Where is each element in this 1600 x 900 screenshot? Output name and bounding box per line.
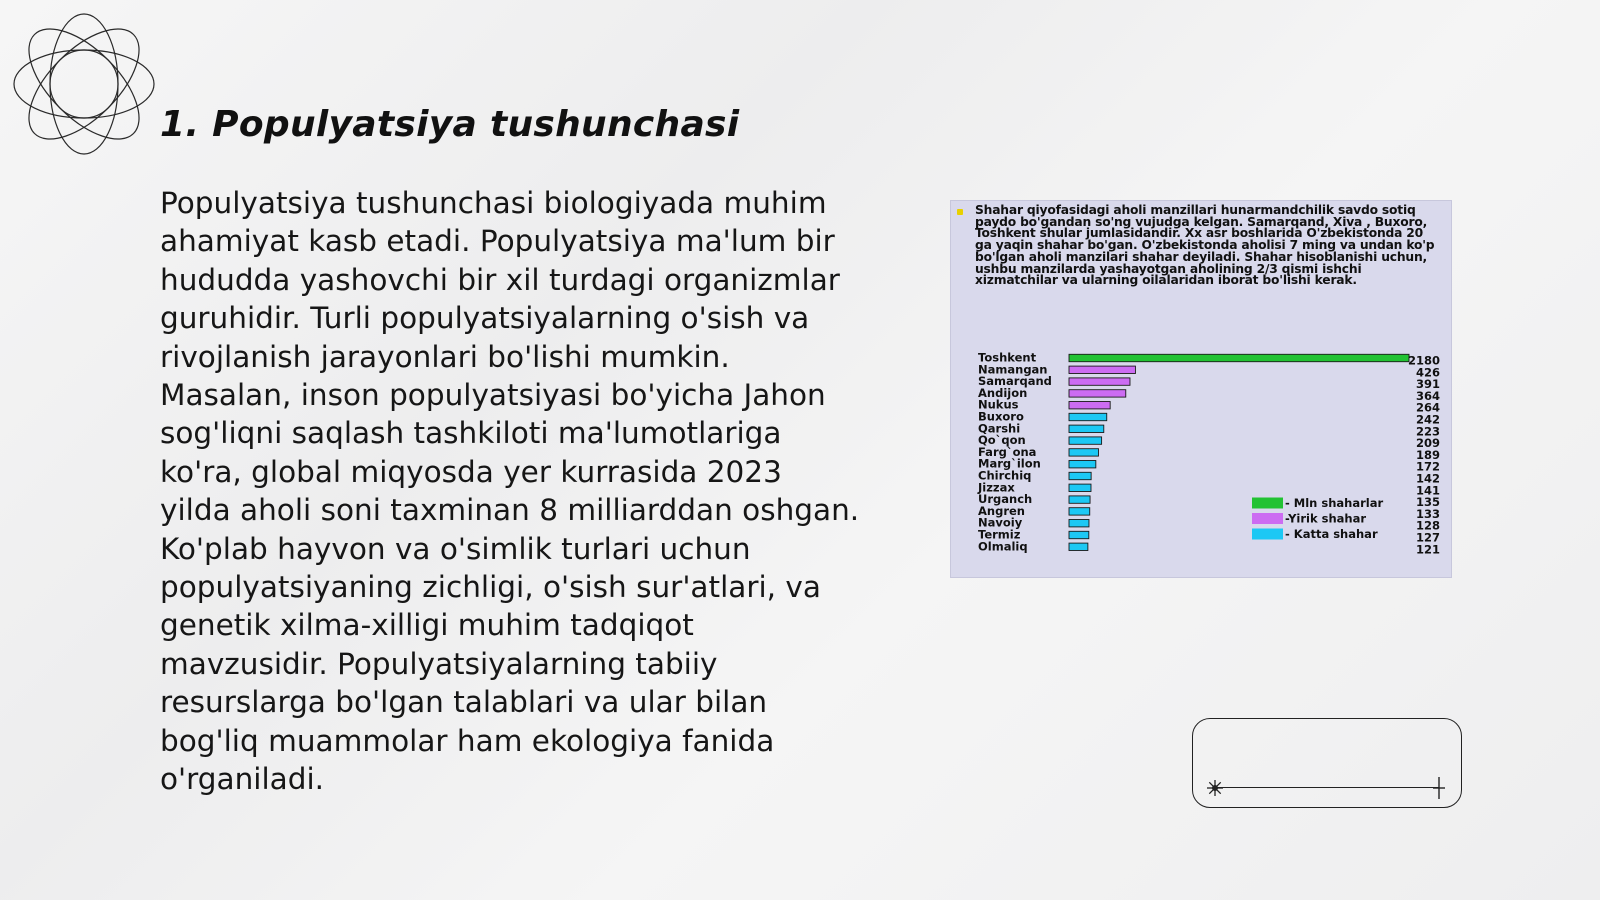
- value-label: 209: [1415, 436, 1440, 451]
- value-label: 364: [1415, 388, 1440, 403]
- category-label: Qarshi: [978, 421, 1021, 436]
- bar: [1069, 425, 1104, 432]
- category-label: Namangan: [978, 362, 1048, 377]
- value-label: 223: [1415, 424, 1440, 439]
- category-label: Urganch: [978, 492, 1033, 507]
- value-label: 121: [1415, 542, 1440, 557]
- bar-chart: [951, 201, 1451, 577]
- value-label: 391: [1415, 377, 1440, 392]
- value-label: 133: [1415, 506, 1440, 521]
- category-label: Termiz: [978, 527, 1021, 542]
- sparkle-cross-icon: [1429, 777, 1449, 799]
- bar: [1069, 520, 1089, 527]
- bar: [1069, 484, 1091, 491]
- bar: [1069, 531, 1089, 538]
- category-label: Nukus: [978, 397, 1019, 412]
- legend-swatch: [1252, 498, 1283, 509]
- value-label: 426: [1415, 365, 1440, 380]
- legend-swatch: [1252, 513, 1283, 524]
- value-label: 141: [1415, 483, 1440, 498]
- bar: [1069, 508, 1090, 515]
- slide-title: 1. Populyatsiya tushunchasi: [160, 104, 740, 145]
- legend-swatch: [1252, 529, 1283, 540]
- body-paragraph: Populyatsiya tushunchasi biologiyada muhim ahamiyat kasb etadi. Populyatsiya ma'lum bir hududda yashovchi bir xil turdagi organizmlar guruhidir. Turli populyatsiyalarning o'sish va rivojlanish jarayonlari bo'lishi mumkin. Masalan, inson populyatsiyasi bo'yicha Jahon sog'liqni saqlash tashkiloti ma'lumotlariga ko'ra, global miqyosda yer kurrasida 2023 yilda aholi soni taxminan 8 milliarddan oshgan. Ko'plab hayvon va o'simlik turlari uchun populyatsiyaning zichligi, o'sish sur'atlari, va genetik xilma-xilligi muhim tadqiqot mavzusidir. Populyatsiyalarning tabiiy resurslarga bo'lgan talablari va ular bilan bog'liq muammolar ham ekologiya fanida o'rganiladi.: [160, 186, 860, 797]
- category-label: Buxoro: [978, 409, 1024, 424]
- starburst-icon: [1205, 778, 1225, 798]
- bar: [1069, 366, 1135, 373]
- decorative-frame: [1192, 718, 1462, 808]
- bar: [1069, 472, 1091, 479]
- value-label: 127: [1415, 530, 1440, 545]
- bar: [1069, 543, 1088, 550]
- bar: [1069, 402, 1110, 409]
- chart-description: Shahar qiyofasidagi aholi manzillari hunarmandchilik savdo sotiq paydo bo'gandan so'ng vujudga kelgan. Samarqand, Xiva , Buxoro, Toshkent shular jumlasidandir. Xx asr boshlarida O'zbekistonda 20 ga yaqin shahar bo'gan. O'zbekistonda aholisi 7 ming va undan ko'p bo'lgan aholi manzilari shahar deyiladi. Shahar hisoblanishi uchun, ushbu manzilarda yashayotgan aholining 2/3 qismi ishchi xizmatchilar va ularning oilalaridan iborat bo'lishi kerak.: [975, 203, 1435, 288]
- legend-label: - Mln shaharlar: [1285, 496, 1384, 510]
- bar: [1069, 354, 1409, 361]
- legend-label: -Yirik shahar: [1285, 511, 1367, 526]
- bar: [1069, 437, 1102, 444]
- category-label: Jizzax: [978, 480, 1015, 495]
- value-label: 264: [1415, 400, 1440, 415]
- category-label: Farg`ona: [978, 444, 1037, 459]
- value-label: 189: [1415, 447, 1440, 462]
- bar: [1069, 449, 1098, 456]
- category-label: Toshkent: [978, 350, 1037, 365]
- value-label: 142: [1415, 471, 1440, 486]
- category-label: Qo`qon: [978, 433, 1026, 448]
- value-label: 135: [1415, 495, 1440, 510]
- city-population-chart-image: [950, 200, 1452, 578]
- value-label: 172: [1415, 459, 1440, 474]
- category-label: Olmaliq: [978, 539, 1028, 554]
- category-label: Andijon: [978, 385, 1028, 400]
- value-label: 128: [1415, 518, 1440, 533]
- bar: [1069, 378, 1130, 385]
- value-label: 2180: [1407, 353, 1440, 368]
- frame-divider-line: [1213, 787, 1439, 788]
- category-label: Navoiy: [978, 515, 1023, 530]
- bar: [1069, 496, 1090, 503]
- decorative-rings-icon: [10, 10, 158, 158]
- category-label: Chirchiq: [978, 468, 1032, 483]
- value-label: 242: [1415, 412, 1440, 427]
- bar: [1069, 461, 1096, 468]
- bar: [1069, 390, 1126, 397]
- bar: [1069, 413, 1107, 420]
- category-label: Angren: [978, 503, 1025, 518]
- legend-label: - Katta shahar: [1285, 527, 1378, 541]
- category-label: Marg`ilon: [978, 456, 1041, 471]
- category-label: Samarqand: [978, 374, 1052, 389]
